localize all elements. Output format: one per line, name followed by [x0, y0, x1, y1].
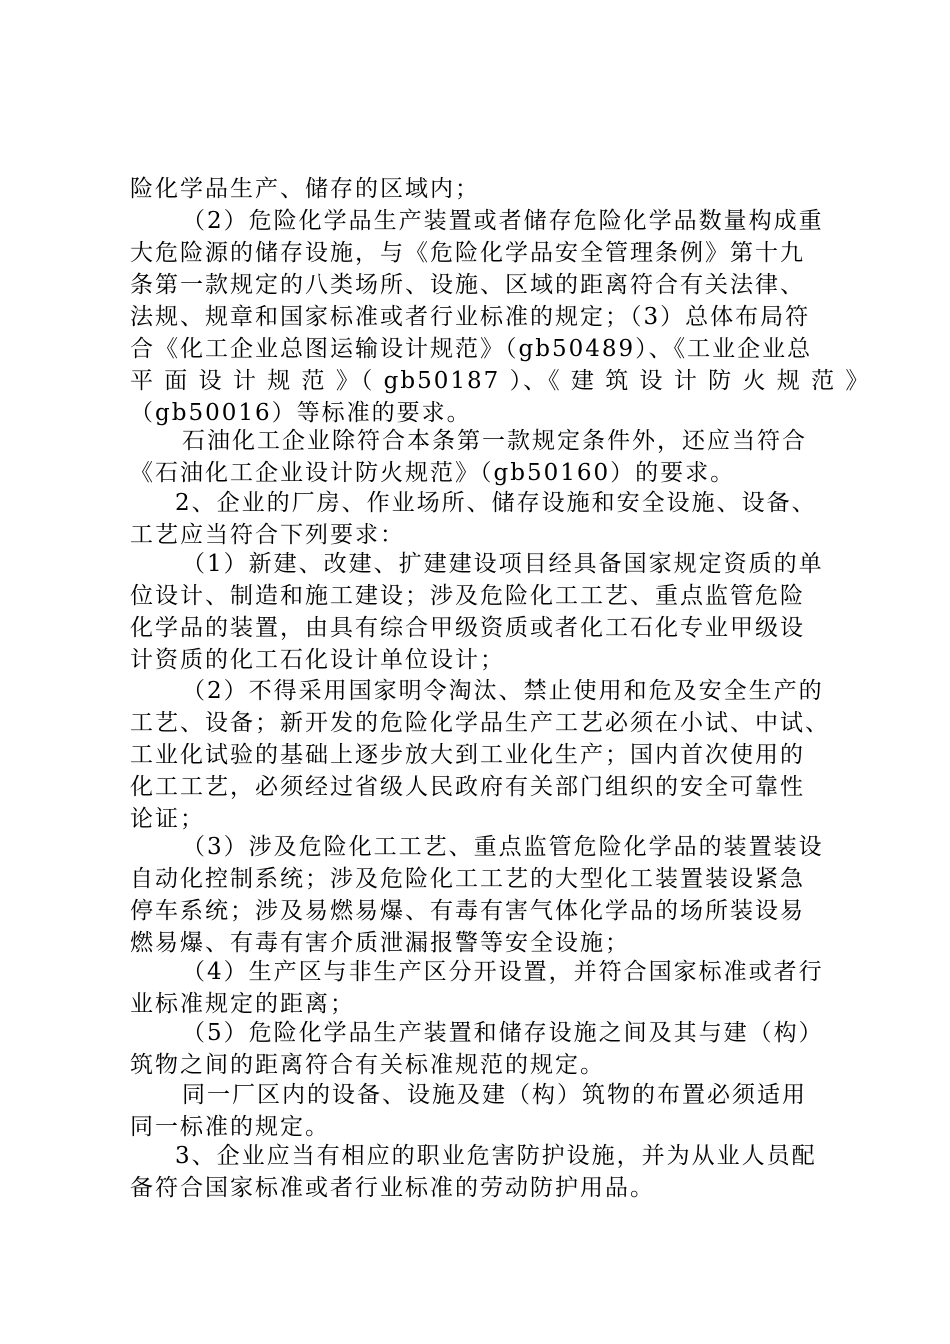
text-line: 停车系统；涉及易燃易爆、有毒有害气体化学品的场所装设易	[130, 898, 805, 924]
text-line: 工艺应当符合下列要求：	[130, 522, 405, 548]
text-line: 工艺、设备；新开发的危险化学品生产工艺必须在小试、中试、	[130, 710, 830, 736]
text-line: 2、企业的厂房、作业场所、储存设施和安全设施、设备、	[175, 490, 817, 516]
text-line: 燃易爆、有毒有害介质泄漏报警等安全设施；	[130, 930, 630, 956]
text-line: 险化学品生产、储存的区域内；	[130, 176, 480, 202]
text-line: （1）新建、改建、扩建建设项目经具备国家规定资质的单	[182, 551, 824, 577]
text-line: 位设计、制造和施工建设；涉及危险化工工艺、重点监管危险	[130, 583, 805, 609]
text-line: 备符合国家标准或者行业标准的劳动防护用品。	[130, 1175, 655, 1201]
text-line: 法规、规章和国家标准或者行业标准的规定；（3）总体布局符	[130, 304, 811, 330]
text-line: 同一标准的规定。	[130, 1114, 330, 1140]
text-line: 条第一款规定的八类场所、设施、区域的距离符合有关法律、	[130, 272, 805, 298]
text-line: 工业化试验的基础上逐步放大到工业化生产；国内首次使用的	[130, 742, 805, 768]
text-line: 平 面 设 计 规 范 》（ gb50187 ）、《 建 筑 设 计 防 火 规 范 》	[130, 368, 871, 394]
text-line: （gb50016）等标准的要求。	[130, 400, 472, 426]
text-line: 大危险源的储存设施，与《危险化学品安全管理条例》第十九	[130, 240, 805, 266]
text-line: 筑物之间的距离符合有关标准规范的规定。	[130, 1052, 605, 1078]
text-line: 3、企业应当有相应的职业危害防护设施，并为从业人员配	[175, 1143, 817, 1169]
text-line: 计资质的化工石化设计单位设计；	[130, 647, 505, 673]
text-line: 化工工艺，必须经过省级人民政府有关部门组织的安全可靠性	[130, 774, 805, 800]
text-line: （4）生产区与非生产区分开设置，并符合国家标准或者行	[182, 959, 824, 985]
text-line: 自动化控制系统；涉及危险化工工艺的大型化工装置装设紧急	[130, 866, 805, 892]
text-line: （2）危险化学品生产装置或者储存危险化学品数量构成重	[182, 208, 824, 234]
text-line: （3）涉及危险化工工艺、重点监管危险化学品的装置装设	[182, 834, 824, 860]
text-line: 《石油化工企业设计防火规范》（gb50160）的要求。	[130, 460, 736, 486]
text-line: （2）不得采用国家明令淘汰、禁止使用和危及安全生产的	[182, 678, 824, 704]
text-line: 石油化工企业除符合本条第一款规定条件外，还应当符合	[182, 428, 807, 454]
text-line: 论证；	[130, 806, 205, 832]
text-line: 化学品的装置，由具有综合甲级资质或者化工石化专业甲级设	[130, 615, 805, 641]
text-line: 业标准规定的距离；	[130, 991, 355, 1017]
text-line: 合《化工企业总图运输设计规范》（gb50489）、《工业企业总	[130, 336, 813, 362]
text-line: （5）危险化学品生产装置和储存设施之间及其与建（构）	[182, 1020, 824, 1046]
text-line: 同一厂区内的设备、设施及建（构）筑物的布置必须适用	[182, 1082, 807, 1108]
